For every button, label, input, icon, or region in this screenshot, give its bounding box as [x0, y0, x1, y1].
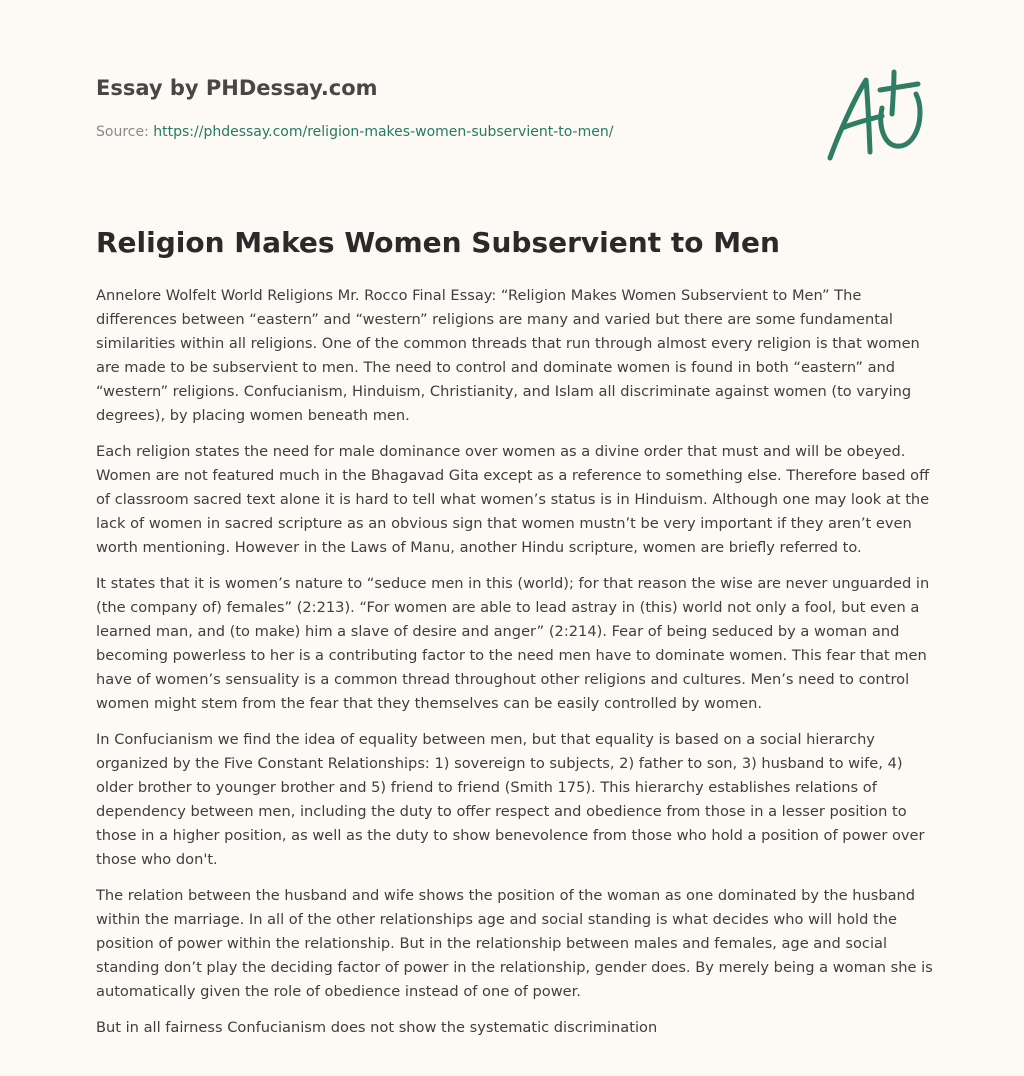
essay-body [96, 284, 934, 1052]
essay-paragraph: It states that it is women’s nature to “seduce men in this (world); for that reason the wise are never unguarded in (the company of) females” (2:213). “For women are able to lead astray in (this) world not only a fool, but even a learned man, and (to make) him a slave of desire and anger” (2:214). Fear of being seduced by a woman and becoming powerless to her is a contributing factor to the need men have to dominate women. This fear that men have of women’s sensuality is a common thread throughout other religions and cultures. Men’s need to control women might stem from the fear that they themselves can be easily controlled by women. [96, 575, 930, 712]
essay-paragraph: Each religion states the need for male dominance over women as a divine order that must and will be obeyed. Women are not featured much in the Bhagavad Gita except as a reference to something else. Therefore based off of classroom sacred text alone it is hard to tell what women’s status is in Hinduism. Although one may look at the lack of women in sacred scripture as an obvious sign that women mustn’t be very important if they aren’t even worth mentioning. However in the Laws of Manu, another Hindu scripture, women are briefly referred to. [96, 443, 930, 556]
essay-paragraph: In Confucianism we find the idea of equality between men, but that equality is based on a social hierarchy organized by the Five Constant Relationships: 1) sovereign to subjects, 2) father to son, 3) husband to wife, 4) older brother to younger brother and 5) friend to friend (Smith 175). This hierarchy establishes relations of dependency between men, including the duty to offer respect and obedience from those in a lesser position to those in a higher position, as well as the duty to show benevolence from those who hold a position of power over those who don't. [96, 731, 925, 868]
essay-paragraph: Annelore Wolfelt World Religions Mr. Rocco Final Essay: “Religion Makes Women Subservient to Men” The differences between “eastern” and “western” religions are many and varied but there are some fundamental similarities within all religions. One of the common threads that run through almost every religion is that women are made to be subservient to men. The need to control and dominate women is found in both “eastern” and “western” religions. Confucianism, Hinduism, Christianity, and Islam all discriminate against women (to varying degrees), by placing women beneath men. [96, 287, 920, 424]
source-line [96, 124, 613, 140]
essay-paragraph: The relation between the husband and wife shows the position of the woman as one dominated by the husband within the marriage. In all of the other relationships age and social standing is what decides who will hold the position of power within the relationship. But in the relationship between males and females, age and social standing don’t play the deciding factor of power in the relationship, gender does. By merely being a woman she is automatically given the role of obedience instead of one of power. [96, 887, 933, 1000]
essay-paragraph: But in all fairness Confucianism does not show the systematic discrimination [96, 1019, 658, 1036]
source-link[interactable]: https://phdessay.com/religion-makes-women-subservient-to-men/ [153, 124, 614, 140]
essay-title: Religion Makes Women Subservient to Men [96, 226, 780, 259]
site-brand: Essay by PHDessay.com [96, 76, 378, 100]
source-label: Source: [96, 124, 149, 140]
a-plus-grade-logo-icon [822, 68, 926, 164]
